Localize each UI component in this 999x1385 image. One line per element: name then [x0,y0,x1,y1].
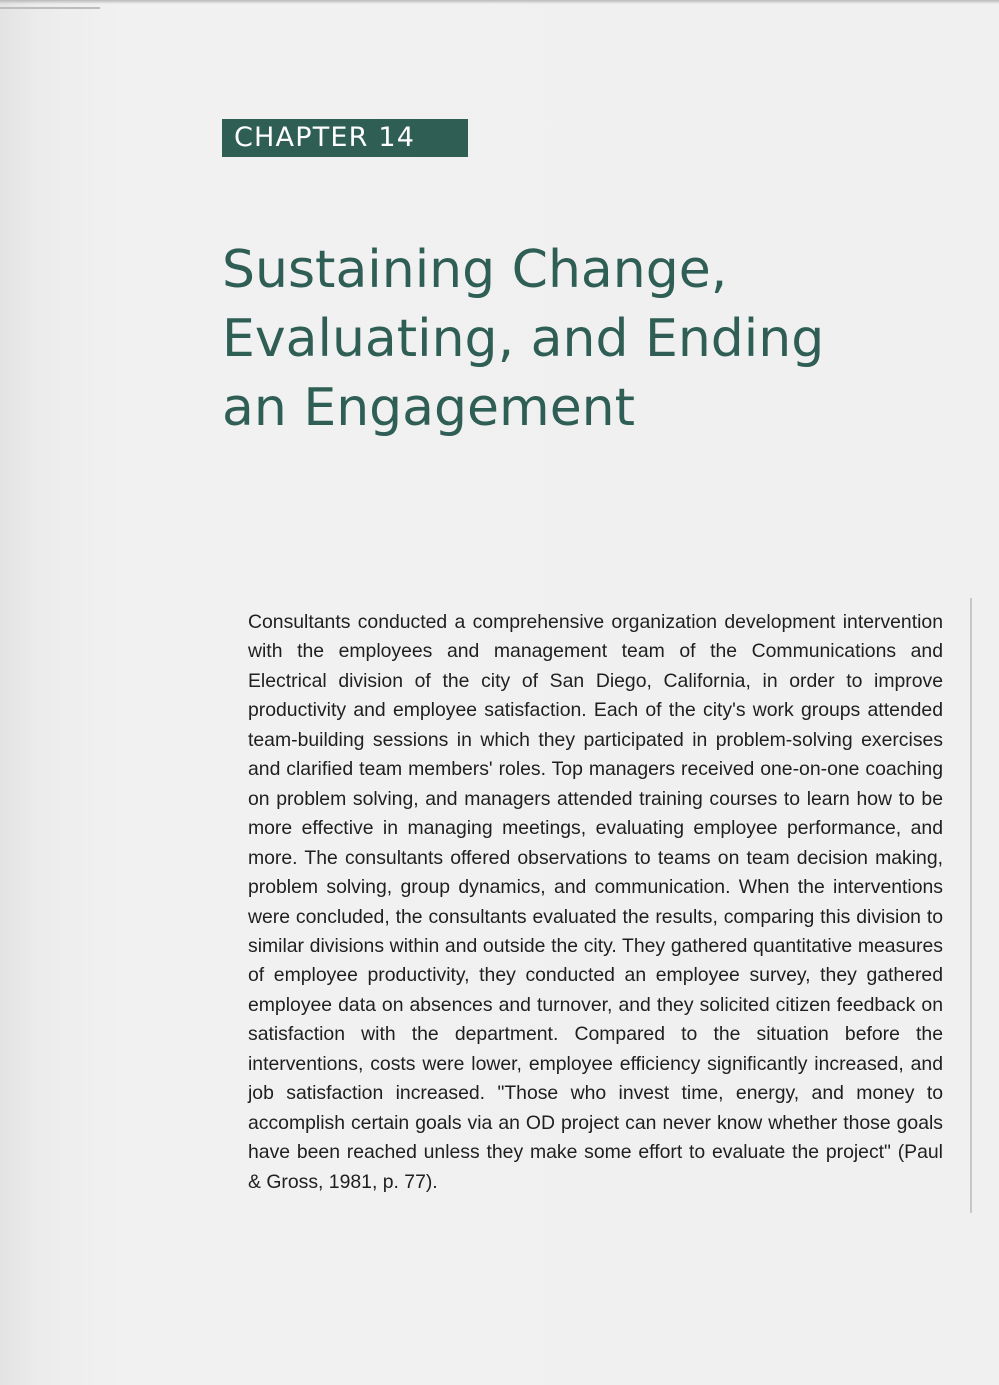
chapter-title-line-1: Sustaining Change, [222,240,728,300]
chapter-title-line-3: an Engagement [222,378,636,438]
chapter-title-line-2: Evaluating, and Ending [222,309,825,369]
chapter-label: CHAPTER 14 [222,119,468,157]
top-edge-shadow [0,0,999,4]
chapter-title [222,236,962,443]
chapter-intro-paragraph: Consultants conducted a comprehensive organization development intervention with the employees and management team of the Communications and Electrical division of the city of San Diego, California, in order to improve productivity and employee satisfaction. Each of the city's work groups attended team-building sessions in which they participated in problem-solving exercises and clarified team members' roles. Top managers received one-on-one coaching on problem solving, and managers attended training courses to learn how to be more effective in managing meetings, evaluating employee performance, and more. The consultants offered observations to teams on team decision making, problem solving, group dynamics, and communication. When the interventions were concluded, the consultants evaluated the results, comparing this division to similar divisions within and outside the city. They gathered quantitative measures of employee productivity, they conducted an employee survey, they gathered employee data on absences and turnover, and they solicited citizen feedback on satisfaction with the department. Compared to the situation before the interventions, costs were lower, employee efficiency significantly increased, and job satisfaction increased. "Those who invest time, energy, and money to accomplish certain goals via an OD project can never know whether those goals have been reached unless they make some effort to evaluate the project" (Paul & Gross, 1981, p. 77). [248,611,943,1193]
top-left-rule [0,7,100,9]
page-right-edge-shadow [970,598,972,1213]
